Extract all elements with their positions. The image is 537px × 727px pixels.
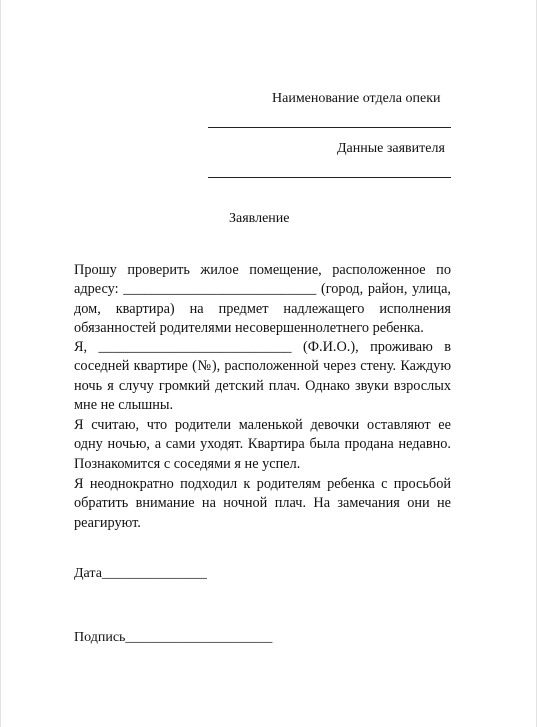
paragraph-neighbor: Я, ___________________________ (Ф.И.О.), проживаю в соседней квартире (№), расположенной через стену. Каждую ночь я случу громкий детский плач. Однако звуки взрослых мне не слышны. — [74, 339, 451, 414]
paragraph-request: Прошу проверить жилое помещение, расположенное по адресу: ___________________________ (город, район, улица, дом, квартира) на предмет надлежащего исполнения обязанностей родителями несовершеннолетнего ребенка. — [74, 262, 451, 337]
paragraph-attempts: Я неоднократно подходил к родителям ребенка с просьбой обратить внимание на ночной плач. На замечания они не реагируют. — [74, 476, 451, 531]
signature-field: Подпись_____________________ — [74, 630, 273, 645]
document-title: Заявление — [229, 211, 290, 226]
date-field: Дата_______________ — [74, 566, 207, 581]
department-blank-line — [208, 127, 451, 128]
paragraph-belief: Я считаю, что родители маленькой девочки оставляют ее одну ночью, а сами уходят. Квартира была продана недавно. Познакомится с соседями я не успел. — [74, 417, 451, 472]
applicant-label: Данные заявителя — [337, 141, 445, 156]
department-label: Наименование отдела опеки — [272, 91, 441, 106]
applicant-blank-line — [208, 177, 451, 178]
